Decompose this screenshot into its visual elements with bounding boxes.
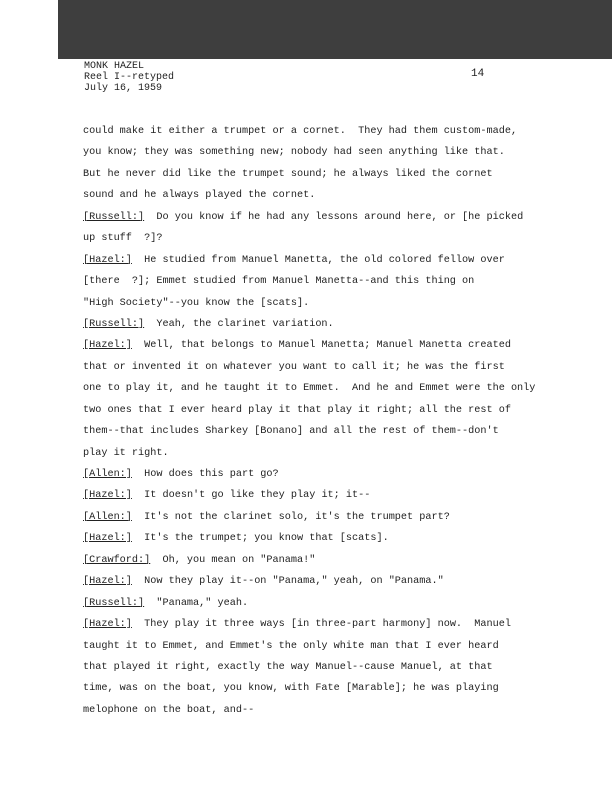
line-text: one to play it, and he taught it to Emmet. And he and Emmet were the only [83, 383, 536, 395]
line-text: play it right. [83, 447, 169, 459]
line-text: taught it to Emmet, and Emmet's the only white man that I ever heard [83, 640, 499, 652]
interviewee-name: MONK HAZEL [84, 61, 145, 72]
speaker-label: [Allen:] [83, 469, 132, 480]
line-text: He studied from Manuel Manetta, the old colored fellow over [131, 254, 505, 266]
line-text: It's not the clarinet solo, it's the trumpet part? [131, 511, 450, 523]
line-text: They play it three ways [in three-part harmony] now. Manuel [131, 619, 511, 631]
line-text: It's the trumpet; you know that [scats]. [131, 533, 389, 545]
line-text: Oh, you mean on "Panama!" [150, 554, 316, 566]
transcript-line [83, 121, 583, 142]
line-text: [there ?]; Emmet studied from Manuel Manetta--and this thing on [83, 276, 475, 288]
transcript-line [83, 164, 583, 185]
speaker-label: [Hazel:] [83, 576, 132, 588]
transcript-line [83, 314, 583, 335]
speaker-label: [Hazel:] [83, 490, 132, 502]
transcript-line [83, 443, 583, 464]
transcript-line [83, 593, 583, 614]
transcript-line [83, 271, 583, 292]
transcript-line [83, 485, 583, 506]
transcript-line [83, 185, 583, 206]
transcript-header [84, 61, 174, 94]
transcript-line [83, 378, 583, 399]
speaker-label: [Allen:] [83, 511, 132, 523]
transcript-line [83, 207, 583, 228]
transcript-line [83, 293, 583, 314]
transcript-line [83, 400, 583, 421]
line-text: Well, that belongs to Manuel Manetta; Manuel Manetta created [131, 340, 511, 352]
transcript-line [83, 657, 583, 678]
scan-header-bar [58, 0, 612, 59]
transcript-body [83, 121, 583, 721]
speaker-label: [Hazel:] [83, 533, 132, 545]
transcript-line [83, 614, 583, 635]
line-text: sound and he always played the cornet. [83, 190, 316, 202]
line-text: two ones that I ever heard play it that play it right; all the rest of [83, 404, 511, 416]
transcript-line [83, 678, 583, 699]
transcript-line [83, 700, 583, 721]
speaker-label: [Russell:] [83, 318, 145, 330]
transcript-line [83, 550, 583, 571]
line-text: Do you know if he had any lessons around here, or [he picked [144, 211, 524, 223]
speaker-label: [Russell:] [83, 211, 145, 223]
transcript-line [83, 571, 583, 592]
transcript-line [83, 250, 583, 271]
line-text: But he never did like the trumpet sound; he always liked the cornet [83, 168, 493, 180]
line-text: How does this part go? [131, 469, 279, 480]
speaker-label: [Crawford:] [83, 554, 151, 566]
speaker-label: [Russell:] [83, 597, 145, 609]
line-text: It doesn't go like they play it; it-- [131, 490, 371, 502]
interview-date: July 16, 1959 [84, 83, 163, 94]
line-text: "Panama," yeah. [144, 597, 249, 609]
line-text: that played it right, exactly the way Manuel--cause Manuel, at that [83, 661, 493, 673]
transcript-line [83, 142, 583, 163]
transcript-line [83, 335, 583, 356]
speaker-label: [Hazel:] [83, 254, 132, 266]
line-text: could make it either a trumpet or a cornet. They had them custom-made, [83, 126, 518, 137]
transcript-line [83, 228, 583, 249]
page-number: 14 [471, 68, 485, 80]
reel-label: Reel I--retyped [84, 72, 175, 83]
transcript-line [83, 507, 583, 528]
transcript-line [83, 636, 583, 657]
speaker-label: [Hazel:] [83, 340, 132, 352]
transcript-line [83, 357, 583, 378]
line-text: up stuff ?]? [83, 233, 163, 245]
line-text: Now they play it--on "Panama," yeah, on "Panama." [131, 576, 444, 588]
transcript-line [83, 464, 583, 485]
transcript-line [83, 528, 583, 549]
line-text: Yeah, the clarinet variation. [144, 318, 334, 330]
line-text: "High Society"--you know the [scats]. [83, 297, 310, 309]
line-text: melophone on the boat, and-- [83, 704, 255, 716]
speaker-label: [Hazel:] [83, 619, 132, 631]
line-text: that or invented it on whatever you want to call it; he was the first [83, 361, 505, 373]
line-text: you know; they was something new; nobody had seen anything like that. [83, 147, 505, 159]
line-text: them--that includes Sharkey [Bonano] and all the rest of them--don't [83, 426, 499, 438]
transcript-line [83, 421, 583, 442]
line-text: time, was on the boat, you know, with Fate [Marable]; he was playing [83, 683, 499, 695]
